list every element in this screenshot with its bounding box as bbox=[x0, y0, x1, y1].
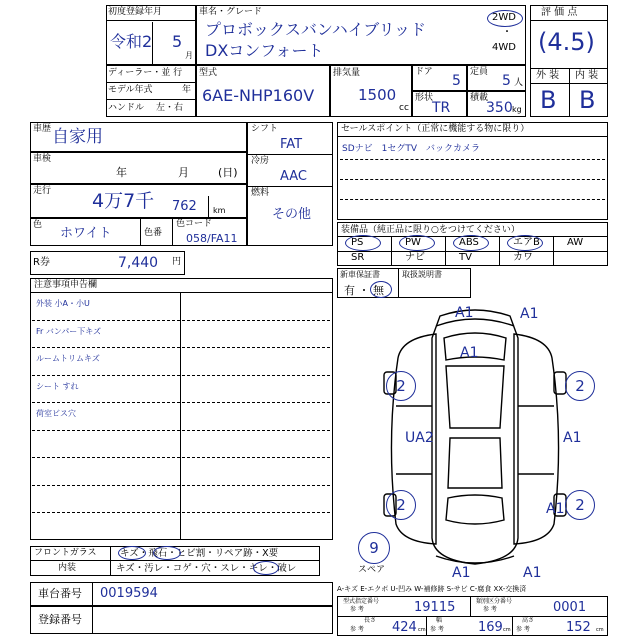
chassis-label: 車台番号 bbox=[38, 587, 82, 600]
dealer-label: ディーラー・並 行 bbox=[108, 68, 183, 78]
sales-points-label: セールスポイント（正常に機能する物に限り） bbox=[341, 124, 530, 134]
spec-type-label: 型式指定番号 bbox=[343, 598, 380, 605]
dmg-mark-right-rear: A1 bbox=[546, 501, 565, 517]
car-grade-value: DXコンフォート bbox=[205, 41, 324, 60]
shift-label: シフト bbox=[251, 124, 279, 134]
glass-chip-oval bbox=[153, 546, 181, 560]
handle-label: ハンドル bbox=[108, 103, 145, 113]
capacity-unit: 人 bbox=[514, 78, 524, 88]
dmg-mark-rear-right: A1 bbox=[523, 565, 542, 581]
recycle-unit: 円 bbox=[172, 257, 182, 267]
equipment-item-1-0: SR bbox=[351, 252, 365, 263]
equipment-item-0-1: PW bbox=[405, 237, 421, 248]
regno-label: 登録番号 bbox=[38, 613, 82, 626]
note-item: 荷室ビス穴 bbox=[36, 409, 76, 418]
model-value: 6AE-NHP160V bbox=[202, 86, 315, 105]
registration-month-unit: 月 bbox=[185, 51, 193, 60]
handle-options: 左・右 bbox=[156, 103, 184, 113]
model-label: 型式 bbox=[199, 68, 218, 78]
registration-month: 5 bbox=[172, 32, 183, 51]
dmg-mark-right-rear-tire: 2 bbox=[565, 490, 595, 520]
grade-eval-value: (4.5) bbox=[538, 28, 595, 56]
spec-width-unit: cm bbox=[503, 627, 511, 633]
colorcode-label: 色コード bbox=[176, 219, 213, 229]
registration-label: 初度登録年月 bbox=[108, 7, 163, 17]
spec-width-label: 幅 bbox=[436, 617, 443, 624]
doors-label: ドア bbox=[415, 67, 433, 77]
dmg-mark-right-front-tire: 2 bbox=[565, 371, 595, 401]
spec-height-unit: cm bbox=[596, 627, 604, 633]
note-item: シート すれ bbox=[36, 381, 79, 391]
warranty-label: 新車保証書 bbox=[340, 270, 380, 279]
equipment-circle-1 bbox=[399, 235, 435, 251]
shift-value: FAT bbox=[280, 137, 303, 152]
spec-ref-5: 参 考 bbox=[516, 626, 530, 633]
interior-wear-oval bbox=[253, 561, 279, 575]
color-label: 色 bbox=[33, 220, 43, 230]
damage-legend: A-キズ E-エクボ U-凹み W-補修跡 S-サビ C-腐食 XX-交換済 bbox=[337, 585, 527, 593]
inspection-month: 月 bbox=[178, 166, 189, 179]
exterior-label: 外 装 bbox=[536, 70, 560, 81]
registration-year-box bbox=[152, 22, 153, 64]
fuel-value: その他 bbox=[272, 207, 312, 222]
color-code-label: 色番 bbox=[144, 228, 163, 238]
sales-points-value: SDナビ 1セグTV バックカメラ bbox=[342, 144, 481, 154]
color-value: ホワイト bbox=[60, 226, 112, 241]
equipment-item-0-0: PS bbox=[351, 237, 364, 248]
dmg-mark-front-right: A1 bbox=[520, 306, 539, 322]
spec-length-label: 長さ bbox=[364, 617, 377, 624]
exterior-value: B bbox=[540, 86, 557, 114]
recycle-value: 7,440 bbox=[118, 255, 159, 271]
recycle-label: R券 bbox=[33, 257, 50, 268]
shape-label: 形状 bbox=[415, 93, 434, 103]
displacement-label: 排気量 bbox=[333, 68, 361, 78]
note-item: 外装 小A・小U bbox=[36, 299, 90, 308]
aircon-value: AAC bbox=[280, 169, 307, 184]
spec-width-value: 169 bbox=[478, 620, 503, 635]
dmg-mark-rear-left: A1 bbox=[452, 565, 471, 581]
glass-value: キズ・飛石・ヒビ割・リペア跡・X要 bbox=[120, 548, 279, 559]
spec-class-label: 類別区分番号 bbox=[476, 598, 513, 605]
spec-length-value: 424 bbox=[392, 620, 417, 635]
grade-eval-label: 評 価 点 bbox=[541, 7, 578, 18]
inspection-day: (日) bbox=[218, 166, 238, 179]
equipment-item-1-1: ナビ bbox=[405, 252, 425, 263]
model-year-label: モデル年式 bbox=[108, 85, 153, 95]
manual-label: 取扱説明書 bbox=[402, 270, 442, 279]
equipment-item-0-3: エアB bbox=[513, 237, 540, 248]
mileage-unit: km bbox=[213, 206, 226, 215]
dmg-mark-left-rear-tire: 2 bbox=[386, 490, 416, 520]
spec-ref-2: 参 考 bbox=[483, 606, 497, 613]
drive-dot: ・ bbox=[502, 27, 512, 38]
model-year-unit: 年 bbox=[182, 85, 192, 95]
interior-label-row: 内装 bbox=[58, 563, 77, 573]
equipment-label: 装備品（純正品に限り○をつけてください） bbox=[341, 225, 520, 235]
usage-label: 車歴 bbox=[33, 124, 52, 134]
dmg-mark-left-side: UA2 bbox=[405, 430, 434, 446]
glass-scratch-oval bbox=[118, 546, 146, 560]
equipment-item-0-4: AW bbox=[567, 237, 584, 248]
spare-label: スペア bbox=[358, 565, 386, 575]
mileage-label: 走行 bbox=[33, 186, 52, 196]
drive-4wd: 4WD bbox=[492, 42, 516, 53]
spec-height-label: 高さ bbox=[522, 617, 535, 624]
warranty-value: 有 ・ 無 bbox=[344, 284, 384, 297]
equipment-circle-3 bbox=[507, 235, 543, 251]
spec-type-value: 19115 bbox=[414, 600, 456, 615]
spec-ref-4: 参 考 bbox=[430, 626, 444, 633]
notes-label: 注意事項申告欄 bbox=[34, 280, 98, 290]
equipment-item-0-2: ABS bbox=[459, 237, 479, 248]
equipment-item-1-2: TV bbox=[459, 252, 472, 263]
load-label: 積載 bbox=[470, 93, 489, 103]
inspection-label: 車検 bbox=[33, 154, 52, 164]
recycle-box bbox=[30, 251, 185, 275]
spare-tire-mark: 9 bbox=[358, 532, 390, 564]
dmg-mark-front-left: A1 bbox=[455, 305, 474, 321]
inspection-box bbox=[30, 152, 247, 184]
dmg-mark-left-front-tire: 2 bbox=[386, 371, 416, 401]
equipment-circle-0 bbox=[345, 235, 381, 251]
mileage-sub: 762 bbox=[172, 199, 197, 214]
interior-label: 内 装 bbox=[575, 70, 599, 81]
displacement-value: 1500 bbox=[358, 86, 397, 104]
dmg-mark-right-side: A1 bbox=[563, 430, 582, 446]
chassis-value: 0019594 bbox=[100, 586, 158, 601]
note-item: ルームトリムキズ bbox=[36, 354, 100, 363]
shape-value: TR bbox=[432, 100, 451, 116]
spec-length-unit: cm bbox=[418, 627, 426, 633]
doors-value: 5 bbox=[452, 73, 461, 89]
mileage-value: 4万7千 bbox=[92, 190, 155, 212]
equipment-item-1-3: カワ bbox=[513, 252, 533, 263]
interior-value: キズ・汚レ・コゲ・穴・スレ・キレ・破レ bbox=[116, 563, 297, 574]
load-unit: kg bbox=[512, 105, 522, 114]
capacity-label: 定員 bbox=[470, 67, 489, 77]
load-value: 350 bbox=[486, 100, 513, 116]
displacement-unit: cc bbox=[399, 103, 409, 113]
car-name-value: プロボックスバンハイブリッド bbox=[205, 20, 426, 39]
drive-2wd: 2WD bbox=[492, 12, 516, 23]
car-name-label: 車名・グレード bbox=[199, 7, 263, 17]
inspection-year: 年 bbox=[116, 166, 127, 179]
spec-class-value: 0001 bbox=[553, 600, 587, 615]
interior-value: B bbox=[579, 86, 596, 114]
equipment-circle-2 bbox=[453, 235, 489, 251]
spec-ref-1: 参 考 bbox=[350, 606, 364, 613]
fuel-label: 燃料 bbox=[251, 188, 270, 198]
aircon-label: 冷房 bbox=[251, 156, 270, 166]
colorcode-value: 058/FA11 bbox=[186, 232, 238, 245]
dmg-mark-hood: A1 bbox=[460, 345, 479, 361]
capacity-value: 5 bbox=[502, 73, 511, 89]
spec-ref-3: 参 考 bbox=[350, 626, 364, 633]
note-item: Fr バンパー下キズ bbox=[36, 326, 102, 336]
warranty-no-oval bbox=[370, 281, 392, 298]
usage-value: 自家用 bbox=[52, 127, 103, 147]
spec-height-value: 152 bbox=[566, 620, 591, 635]
glass-label: フロントガラス bbox=[34, 548, 97, 558]
registration-era: 令和2 bbox=[110, 32, 153, 51]
